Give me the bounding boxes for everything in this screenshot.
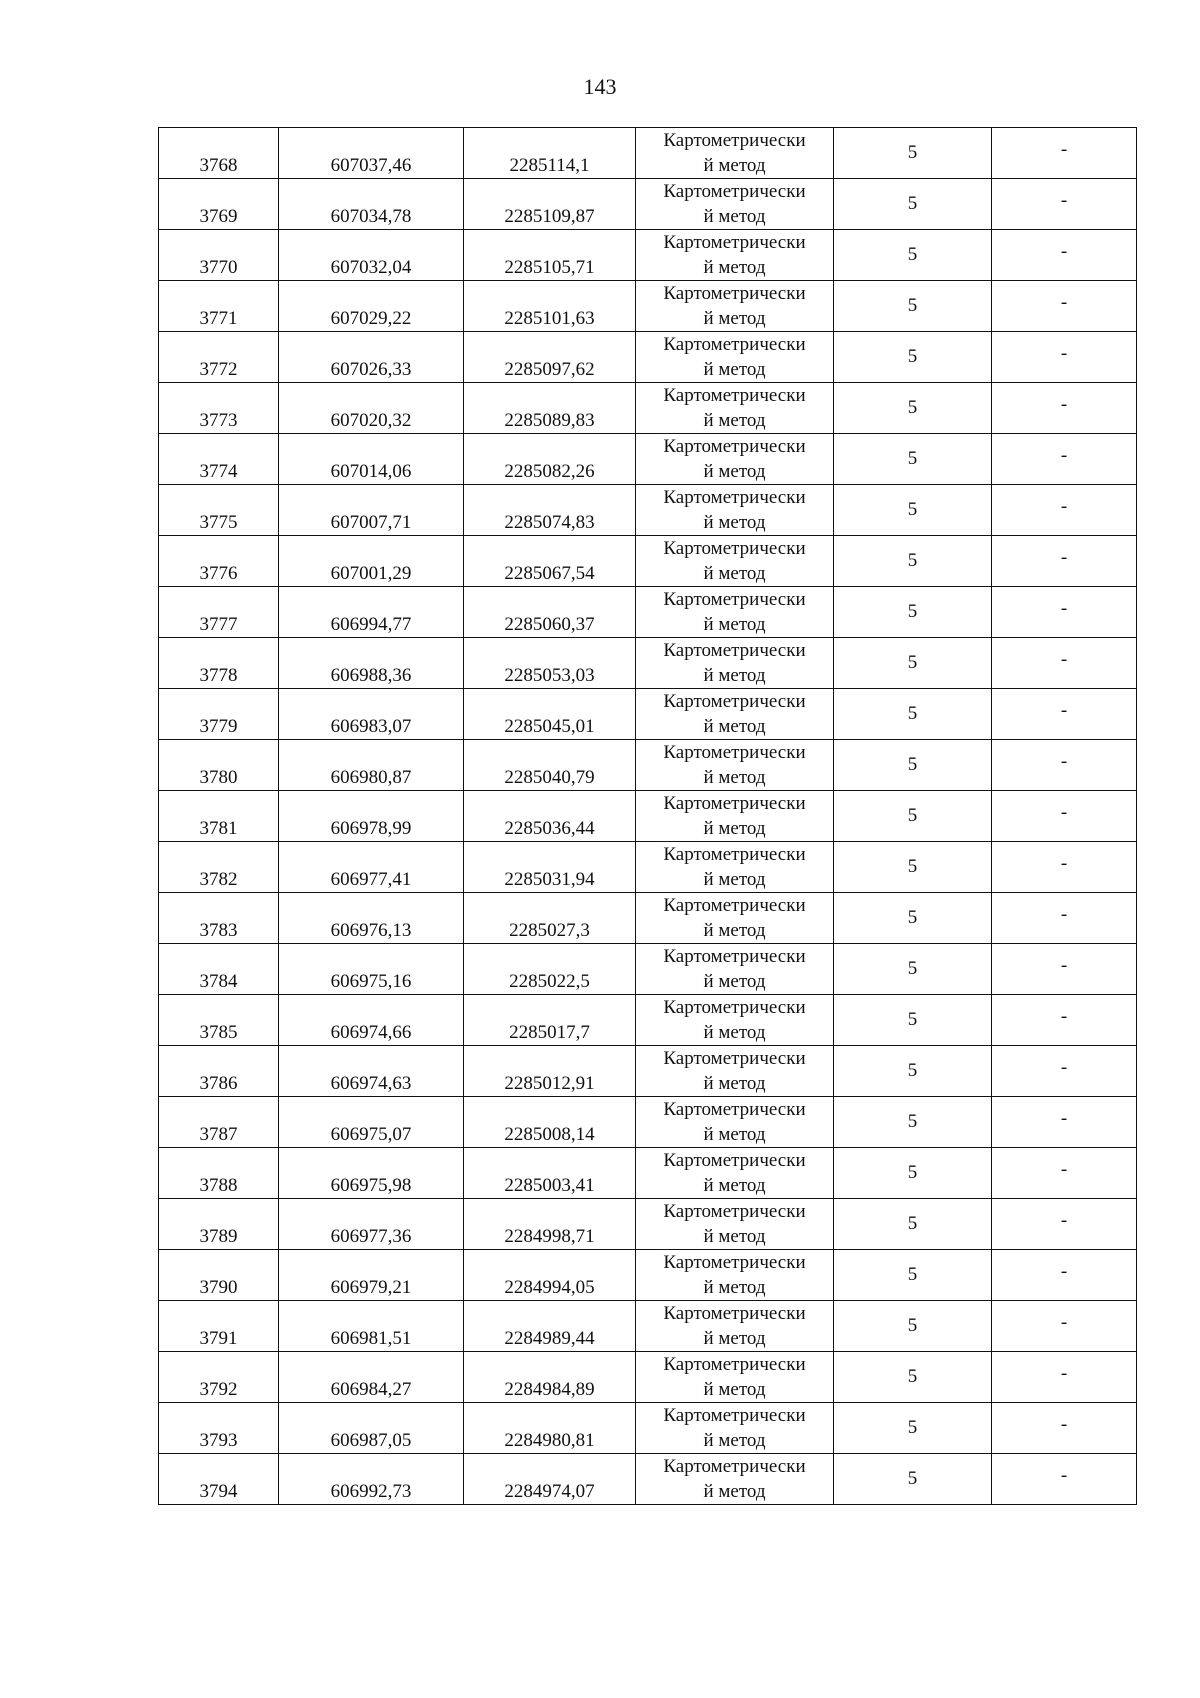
accuracy-cell: 5 — [834, 791, 992, 842]
table-row — [159, 995, 1137, 1046]
table-row — [159, 536, 1137, 587]
x-coordinate-cell: 606987,05 — [279, 1403, 464, 1454]
description-cell: - — [992, 383, 1137, 434]
point-number-cell: 3774 — [159, 434, 279, 485]
x-coordinate-cell: 606977,41 — [279, 842, 464, 893]
x-coordinate-cell: 606975,16 — [279, 944, 464, 995]
x-coordinate-cell: 606979,21 — [279, 1250, 464, 1301]
accuracy-cell: 5 — [834, 485, 992, 536]
table-row — [159, 1403, 1137, 1454]
table-row — [159, 281, 1137, 332]
method-line-1: Картометрически — [663, 1048, 806, 1069]
y-coordinate-cell: 2285089,83 — [464, 383, 636, 434]
y-coordinate-cell: 2285017,7 — [464, 995, 636, 1046]
method-cell — [636, 1352, 834, 1403]
accuracy-cell: 5 — [834, 689, 992, 740]
y-coordinate-cell: 2285012,91 — [464, 1046, 636, 1097]
method-line-2: й метод — [703, 614, 766, 635]
description-cell: - — [992, 485, 1137, 536]
method-cell — [636, 128, 834, 179]
method-cell — [636, 587, 834, 638]
method-line-2: й метод — [703, 308, 766, 329]
x-coordinate-cell: 607007,71 — [279, 485, 464, 536]
point-number-cell: 3776 — [159, 536, 279, 587]
y-coordinate-cell: 2285003,41 — [464, 1148, 636, 1199]
y-coordinate-cell: 2285060,37 — [464, 587, 636, 638]
method-cell — [636, 842, 834, 893]
x-coordinate-cell: 607037,46 — [279, 128, 464, 179]
method-line-2: й метод — [703, 461, 766, 482]
table-row — [159, 230, 1137, 281]
method-line-2: й метод — [703, 206, 766, 227]
y-coordinate-cell: 2285105,71 — [464, 230, 636, 281]
point-number-cell: 3771 — [159, 281, 279, 332]
y-coordinate-cell: 2285027,3 — [464, 893, 636, 944]
description-cell: - — [992, 1097, 1137, 1148]
table-row — [159, 179, 1137, 230]
method-line-1: Картометрически — [663, 1405, 806, 1426]
method-line-1: Картометрически — [663, 589, 806, 610]
description-cell: - — [992, 842, 1137, 893]
point-number-cell: 3768 — [159, 128, 279, 179]
accuracy-cell: 5 — [834, 1097, 992, 1148]
method-line-2: й метод — [703, 1481, 766, 1502]
table-row — [159, 1250, 1137, 1301]
point-number-cell: 3773 — [159, 383, 279, 434]
x-coordinate-cell: 606988,36 — [279, 638, 464, 689]
point-number-cell: 3778 — [159, 638, 279, 689]
table-row — [159, 1199, 1137, 1250]
description-cell: - — [992, 893, 1137, 944]
method-cell — [636, 1454, 834, 1505]
x-coordinate-cell: 606974,63 — [279, 1046, 464, 1097]
y-coordinate-cell: 2284998,71 — [464, 1199, 636, 1250]
description-cell: - — [992, 740, 1137, 791]
method-line-2: й метод — [703, 1226, 766, 1247]
accuracy-cell: 5 — [834, 536, 992, 587]
table-row — [159, 944, 1137, 995]
point-number-cell: 3769 — [159, 179, 279, 230]
table-row — [159, 638, 1137, 689]
method-line-1: Картометрически — [663, 1252, 806, 1273]
description-cell: - — [992, 1250, 1137, 1301]
coordinates-table — [158, 127, 1137, 1505]
y-coordinate-cell: 2284994,05 — [464, 1250, 636, 1301]
y-coordinate-cell: 2285101,63 — [464, 281, 636, 332]
y-coordinate-cell: 2284974,07 — [464, 1454, 636, 1505]
y-coordinate-cell: 2285109,87 — [464, 179, 636, 230]
x-coordinate-cell: 607032,04 — [279, 230, 464, 281]
accuracy-cell: 5 — [834, 230, 992, 281]
table-row — [159, 1301, 1137, 1352]
point-number-cell: 3788 — [159, 1148, 279, 1199]
point-number-cell: 3786 — [159, 1046, 279, 1097]
accuracy-cell: 5 — [834, 383, 992, 434]
method-line-1: Картометрически — [663, 385, 806, 406]
y-coordinate-cell: 2285022,5 — [464, 944, 636, 995]
point-number-cell: 3772 — [159, 332, 279, 383]
method-cell — [636, 1199, 834, 1250]
method-cell — [636, 179, 834, 230]
method-cell — [636, 434, 834, 485]
y-coordinate-cell: 2284980,81 — [464, 1403, 636, 1454]
x-coordinate-cell: 606977,36 — [279, 1199, 464, 1250]
method-line-2: й метод — [703, 257, 766, 278]
table-row — [159, 383, 1137, 434]
page-number: 143 — [583, 74, 617, 99]
description-cell: - — [992, 1352, 1137, 1403]
accuracy-cell: 5 — [834, 893, 992, 944]
accuracy-cell: 5 — [834, 1250, 992, 1301]
accuracy-cell: 5 — [834, 179, 992, 230]
method-cell — [636, 893, 834, 944]
method-line-1: Картометрически — [663, 538, 806, 559]
point-number-cell: 3784 — [159, 944, 279, 995]
method-cell — [636, 689, 834, 740]
accuracy-cell: 5 — [834, 842, 992, 893]
method-line-2: й метод — [703, 563, 766, 584]
y-coordinate-cell: 2285114,1 — [464, 128, 636, 179]
method-cell — [636, 1250, 834, 1301]
table-row — [159, 128, 1137, 179]
method-cell — [636, 740, 834, 791]
method-line-1: Картометрически — [663, 436, 806, 457]
point-number-cell: 3793 — [159, 1403, 279, 1454]
x-coordinate-cell: 607026,33 — [279, 332, 464, 383]
y-coordinate-cell: 2285067,54 — [464, 536, 636, 587]
x-coordinate-cell: 606992,73 — [279, 1454, 464, 1505]
table-row — [159, 842, 1137, 893]
description-cell: - — [992, 1403, 1137, 1454]
method-line-1: Картометрически — [663, 1303, 806, 1324]
method-cell — [636, 995, 834, 1046]
method-line-1: Картометрически — [663, 334, 806, 355]
x-coordinate-cell: 606983,07 — [279, 689, 464, 740]
point-number-cell: 3791 — [159, 1301, 279, 1352]
description-cell: - — [992, 1454, 1137, 1505]
method-cell — [636, 1301, 834, 1352]
x-coordinate-cell: 606978,99 — [279, 791, 464, 842]
method-line-1: Картометрически — [663, 946, 806, 967]
method-cell — [636, 638, 834, 689]
accuracy-cell: 5 — [834, 740, 992, 791]
description-cell: - — [992, 689, 1137, 740]
description-cell: - — [992, 434, 1137, 485]
y-coordinate-cell: 2285097,62 — [464, 332, 636, 383]
point-number-cell: 3783 — [159, 893, 279, 944]
accuracy-cell: 5 — [834, 332, 992, 383]
method-line-2: й метод — [703, 1124, 766, 1145]
description-cell: - — [992, 1199, 1137, 1250]
description-cell: - — [992, 332, 1137, 383]
method-cell — [636, 1046, 834, 1097]
method-cell — [636, 383, 834, 434]
method-line-1: Картометрически — [663, 232, 806, 253]
description-cell: - — [992, 128, 1137, 179]
method-line-2: й метод — [703, 155, 766, 176]
point-number-cell: 3787 — [159, 1097, 279, 1148]
y-coordinate-cell: 2285036,44 — [464, 791, 636, 842]
method-line-1: Картометрически — [663, 691, 806, 712]
accuracy-cell: 5 — [834, 944, 992, 995]
x-coordinate-cell: 607034,78 — [279, 179, 464, 230]
method-line-1: Картометрически — [663, 742, 806, 763]
method-line-2: й метод — [703, 767, 766, 788]
accuracy-cell: 5 — [834, 995, 992, 1046]
y-coordinate-cell: 2285082,26 — [464, 434, 636, 485]
y-coordinate-cell: 2285040,79 — [464, 740, 636, 791]
accuracy-cell: 5 — [834, 1454, 992, 1505]
table-row — [159, 689, 1137, 740]
description-cell: - — [992, 587, 1137, 638]
y-coordinate-cell: 2284984,89 — [464, 1352, 636, 1403]
accuracy-cell: 5 — [834, 1199, 992, 1250]
table-row — [159, 740, 1137, 791]
method-cell — [636, 1148, 834, 1199]
table-row — [159, 332, 1137, 383]
table-row — [159, 893, 1137, 944]
point-number-cell: 3794 — [159, 1454, 279, 1505]
method-line-1: Картометрически — [663, 1354, 806, 1375]
description-cell: - — [992, 791, 1137, 842]
accuracy-cell: 5 — [834, 1352, 992, 1403]
x-coordinate-cell: 606994,77 — [279, 587, 464, 638]
accuracy-cell: 5 — [834, 281, 992, 332]
description-cell: - — [992, 1301, 1137, 1352]
method-line-2: й метод — [703, 1277, 766, 1298]
description-cell: - — [992, 944, 1137, 995]
description-cell: - — [992, 1148, 1137, 1199]
point-number-cell: 3780 — [159, 740, 279, 791]
method-line-1: Картометрически — [663, 793, 806, 814]
description-cell: - — [992, 1046, 1137, 1097]
table-row — [159, 1148, 1137, 1199]
method-line-1: Картометрически — [663, 1150, 806, 1171]
method-line-1: Картометрически — [663, 1456, 806, 1477]
x-coordinate-cell: 607029,22 — [279, 281, 464, 332]
point-number-cell: 3790 — [159, 1250, 279, 1301]
method-line-2: й метод — [703, 359, 766, 380]
x-coordinate-cell: 606974,66 — [279, 995, 464, 1046]
table-row — [159, 434, 1137, 485]
method-cell — [636, 1097, 834, 1148]
accuracy-cell: 5 — [834, 434, 992, 485]
table-row — [159, 587, 1137, 638]
y-coordinate-cell: 2285008,14 — [464, 1097, 636, 1148]
accuracy-cell: 5 — [834, 128, 992, 179]
x-coordinate-cell: 606980,87 — [279, 740, 464, 791]
y-coordinate-cell: 2285031,94 — [464, 842, 636, 893]
table-row — [159, 791, 1137, 842]
accuracy-cell: 5 — [834, 1046, 992, 1097]
method-line-1: Картометрически — [663, 1099, 806, 1120]
method-line-1: Картометрически — [663, 130, 806, 151]
accuracy-cell: 5 — [834, 1403, 992, 1454]
method-line-2: й метод — [703, 869, 766, 890]
x-coordinate-cell: 606975,07 — [279, 1097, 464, 1148]
method-cell — [636, 791, 834, 842]
point-number-cell: 3792 — [159, 1352, 279, 1403]
method-cell — [636, 1403, 834, 1454]
point-number-cell: 3789 — [159, 1199, 279, 1250]
method-line-2: й метод — [703, 1328, 766, 1349]
x-coordinate-cell: 606984,27 — [279, 1352, 464, 1403]
point-number-cell: 3782 — [159, 842, 279, 893]
accuracy-cell: 5 — [834, 587, 992, 638]
table-row — [159, 1454, 1137, 1505]
method-line-1: Картометрически — [663, 640, 806, 661]
method-line-2: й метод — [703, 1073, 766, 1094]
description-cell: - — [992, 281, 1137, 332]
x-coordinate-cell: 607014,06 — [279, 434, 464, 485]
coordinates-table-body — [159, 128, 1137, 1505]
method-cell — [636, 536, 834, 587]
table-row — [159, 485, 1137, 536]
method-line-1: Картометрически — [663, 895, 806, 916]
description-cell: - — [992, 179, 1137, 230]
point-number-cell: 3770 — [159, 230, 279, 281]
accuracy-cell: 5 — [834, 1148, 992, 1199]
method-line-1: Картометрически — [663, 997, 806, 1018]
method-line-2: й метод — [703, 920, 766, 941]
table-row — [159, 1097, 1137, 1148]
method-line-2: й метод — [703, 665, 766, 686]
description-cell: - — [992, 230, 1137, 281]
method-line-2: й метод — [703, 512, 766, 533]
table-row — [159, 1352, 1137, 1403]
method-line-1: Картометрически — [663, 283, 806, 304]
method-line-1: Картометрически — [663, 181, 806, 202]
description-cell: - — [992, 995, 1137, 1046]
method-line-2: й метод — [703, 1430, 766, 1451]
point-number-cell: 3781 — [159, 791, 279, 842]
point-number-cell: 3777 — [159, 587, 279, 638]
table-row — [159, 1046, 1137, 1097]
y-coordinate-cell: 2285053,03 — [464, 638, 636, 689]
method-cell — [636, 944, 834, 995]
x-coordinate-cell: 606981,51 — [279, 1301, 464, 1352]
point-number-cell: 3779 — [159, 689, 279, 740]
method-cell — [636, 332, 834, 383]
method-line-1: Картометрически — [663, 844, 806, 865]
x-coordinate-cell: 607020,32 — [279, 383, 464, 434]
x-coordinate-cell: 606975,98 — [279, 1148, 464, 1199]
x-coordinate-cell: 606976,13 — [279, 893, 464, 944]
y-coordinate-cell: 2285045,01 — [464, 689, 636, 740]
accuracy-cell: 5 — [834, 638, 992, 689]
method-line-2: й метод — [703, 716, 766, 737]
point-number-cell: 3775 — [159, 485, 279, 536]
method-cell — [636, 485, 834, 536]
description-cell: - — [992, 638, 1137, 689]
y-coordinate-cell: 2285074,83 — [464, 485, 636, 536]
y-coordinate-cell: 2284989,44 — [464, 1301, 636, 1352]
method-line-2: й метод — [703, 1379, 766, 1400]
method-line-2: й метод — [703, 1022, 766, 1043]
accuracy-cell: 5 — [834, 1301, 992, 1352]
method-line-1: Картометрически — [663, 487, 806, 508]
method-line-2: й метод — [703, 818, 766, 839]
method-line-2: й метод — [703, 971, 766, 992]
method-line-1: Картометрически — [663, 1201, 806, 1222]
point-number-cell: 3785 — [159, 995, 279, 1046]
method-cell — [636, 281, 834, 332]
description-cell: - — [992, 536, 1137, 587]
method-line-2: й метод — [703, 410, 766, 431]
method-line-2: й метод — [703, 1175, 766, 1196]
x-coordinate-cell: 607001,29 — [279, 536, 464, 587]
method-cell — [636, 230, 834, 281]
